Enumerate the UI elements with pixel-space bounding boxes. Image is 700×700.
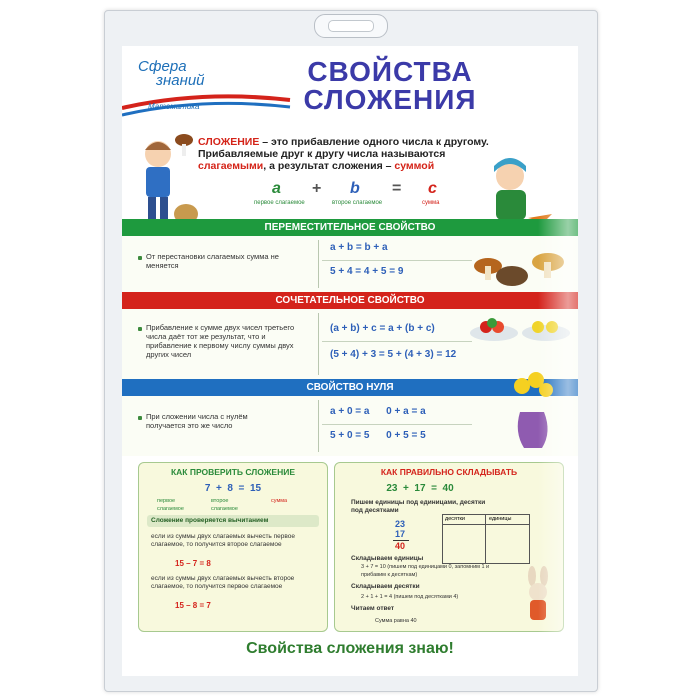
divider [318,313,319,375]
divider [318,400,319,452]
check-rule2: если из суммы двух слагаемых вычесть второе слагаемое, то получится первое слагаемое [151,575,295,590]
check-cap1: первое слагаемое [157,498,184,512]
logo-line2: знаний [156,72,205,89]
intro-term: СЛОЖЕНИЕ [198,136,260,148]
intro-equation [232,180,472,210]
place-value-table [442,514,530,564]
logo [138,60,205,88]
check-header: КАК ПРОВЕРИТЬ СЛОЖЕНИЕ [170,467,296,477]
cap-c: сумма [422,200,440,206]
formula-associative-2: (5 + 4) + 3 = 5 + (4 + 3) = 12 [330,349,457,360]
intro-def3: , а результат сложения – [263,160,395,172]
formula-associative-1: (a + b) + c = a + (b + c) [330,323,435,334]
cap-b: второе слагаемое [332,200,383,206]
tbl-head-units: единицы [489,516,512,522]
page-title [290,58,490,114]
howto-step4: Читаем ответ [351,605,395,612]
check-subheader: Сложение проверяется вычитанием [151,517,269,524]
title-line2: СЛОЖЕНИЯ [303,84,477,115]
section-associative [122,309,578,379]
fruit-plates-illustration [468,313,572,343]
section-header-zero: СВОЙСТВО НУЛЯ [122,379,578,396]
bunny-illustration [518,566,558,626]
logo-line1: Сфера [138,58,187,75]
section-header-commutative: ПЕРЕМЕСТИТЕЛЬНОЕ СВОЙСТВО [122,219,578,236]
howto-col-top: 23 [395,519,406,529]
rule-commutative: От перестановки слагаемых сумма не меняется [146,252,279,270]
bullet [138,327,142,331]
intro-def1: – это прибавление одного числа к другому. [259,136,489,148]
formula-zero-2: 5 + 0 = 5 0 + 5 = 5 [330,430,426,441]
divider [318,240,319,288]
divider [322,341,472,342]
cap-a: первое слагаемое [254,200,305,206]
bullet [138,416,142,420]
divider [322,260,472,261]
howto-step3-ex: 2 + 1 + 1 = 4 (пишем под десятками 4) [361,594,459,600]
eq-b: b [350,180,360,197]
intro-def2: Прибавляемые друг к другу числа называются [198,148,446,160]
tbl-divider [485,515,486,563]
check-cap3: сумма [271,498,288,504]
rule-zero: При сложении числа с нулём получается это же число [146,412,248,430]
tbl-divider [443,524,529,525]
intro-text [198,136,498,172]
eq-plus: + [312,180,322,197]
check-box [138,462,328,632]
section-zero [122,396,578,456]
eq-equals: = [392,180,402,197]
check-rule1: если из суммы двух слагаемых вычесть первое слагаемое, то получится второе слагаемое [151,533,295,548]
eq-c: c [428,180,437,197]
howto-step1: Пишем единицы под единицами, десятки под десятками [351,499,486,514]
check-ex2: 15 – 8 = 7 [175,601,211,610]
howto-header: КАК ПРАВИЛЬНО СКЛАДЫВАТЬ [380,467,518,477]
howto-col-res: 40 [395,541,406,551]
howto-step2: Складываем единицы [351,555,424,562]
bullet [138,256,142,260]
formula-commutative-2: 5 + 4 = 4 + 5 = 9 [330,266,404,277]
intro-term3: суммой [394,160,435,172]
check-eq: 7 + 8 = 15 [204,483,262,494]
section-commutative [122,236,578,292]
howto-step2-ex: 3 + 7 = 10 (пишем под единицами 0, запомним 1 и прибавим к десяткам) [361,564,490,578]
tbl-head-tens: десятки [445,516,465,522]
boy-illustration [128,130,202,230]
vase-flowers-illustration [502,372,562,452]
howto-step3: Складываем десятки [351,583,420,590]
check-cap2: второе слагаемое [211,498,238,512]
footer-slogan: Свойства сложения знаю! [246,640,454,657]
eq-a: a [272,180,281,197]
howto-col-mid: 17 [395,529,406,539]
formula-zero-1: a + 0 = a 0 + a = a [330,406,426,417]
mushrooms-hedgehog-illustration [468,236,572,290]
poster [122,46,578,676]
title-line1: СВОЙСТВА [307,56,473,87]
logo-subject: Математика [148,102,200,111]
section-header-associative: СОЧЕТАТЕЛЬНОЕ СВОЙСТВО [122,292,578,309]
howto-eq: 23 + 17 = 40 [386,483,454,494]
formula-commutative-1: a + b = b + a [330,242,388,253]
intro-term2: слагаемыми [198,160,264,172]
check-ex1: 15 – 7 = 8 [175,559,211,568]
rule-associative: Прибавление к сумме двух чисел третьего числа даёт тот же результат, что и прибавление к первому числу суммы двух других чисел [146,323,295,359]
divider [322,424,472,425]
hanger-hole [328,20,374,32]
howto-step4-ex: Сумма равна 40 [375,618,417,624]
